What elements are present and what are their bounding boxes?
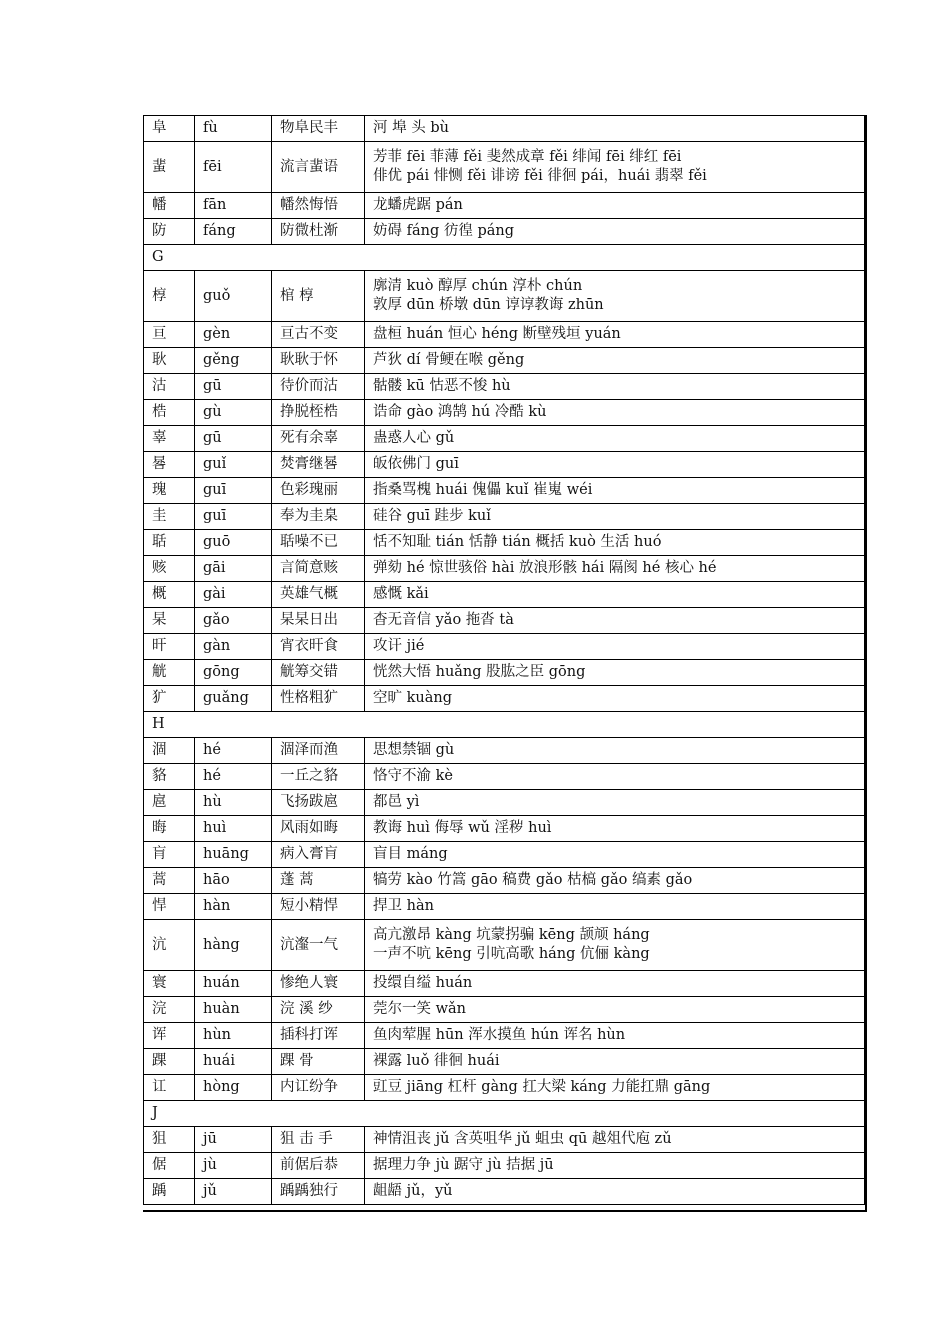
pinyin-cell: hàn (195, 894, 272, 920)
related-words-cell (365, 997, 865, 1023)
related-words-cell (365, 374, 865, 400)
table-row (144, 219, 865, 245)
pinyin-cell: gù (195, 400, 272, 426)
related-words-line: 空旷 kuàng (373, 690, 452, 706)
related-words-line: 思想禁锢 gù (373, 742, 455, 758)
related-words-line: 捍卫 hàn (373, 898, 434, 914)
word-cell: 前倨后恭 (272, 1153, 365, 1179)
related-words-cell (365, 478, 865, 504)
character-cell: 寰 (144, 971, 195, 997)
related-words-cell (365, 348, 865, 374)
word-cell: 觥筹交错 (272, 660, 365, 686)
related-words-cell (365, 452, 865, 478)
character-cell: 涸 (144, 738, 195, 764)
pinyin-cell: guǐ (195, 452, 272, 478)
word-cell: 聒噪不已 (272, 530, 365, 556)
related-words-line: 攻讦 jié (373, 638, 425, 654)
pinyin-cell: huàn (195, 997, 272, 1023)
table-row (144, 271, 865, 322)
pinyin-cell: fáng (195, 219, 272, 245)
pinyin-cell: jū (195, 1127, 272, 1153)
character-cell: 扈 (144, 790, 195, 816)
related-words-cell (365, 582, 865, 608)
related-words-cell (365, 1075, 865, 1101)
word-cell: 内讧纷争 (272, 1075, 365, 1101)
related-words-line: 指桑骂槐 huái 傀儡 kuǐ 崔嵬 wéi (373, 482, 593, 498)
word-cell: 踝 骨 (272, 1049, 365, 1075)
related-words-cell (365, 868, 865, 894)
pinyin-cell: guī (195, 504, 272, 530)
table-row (144, 894, 865, 920)
pinyin-cell: gāi (195, 556, 272, 582)
word-cell: 焚膏继晷 (272, 452, 365, 478)
character-cell: 耿 (144, 348, 195, 374)
related-words-cell (365, 894, 865, 920)
word-cell: 踽踽独行 (272, 1179, 365, 1205)
section-letter: H (144, 712, 865, 738)
table-row (144, 816, 865, 842)
related-words-cell (365, 1049, 865, 1075)
character-cell: 犷 (144, 686, 195, 712)
related-words-line: 皈依佛门 guī (373, 456, 459, 472)
related-words-cell (365, 920, 865, 971)
word-cell: 狙 击 手 (272, 1127, 365, 1153)
related-words-cell (365, 738, 865, 764)
table-row (144, 193, 865, 219)
table-row (144, 1075, 865, 1101)
related-words-cell (365, 556, 865, 582)
table-row (144, 348, 865, 374)
section-letter: G (144, 245, 865, 271)
related-words-line: 龃龉 jǔ，yǔ (373, 1183, 453, 1199)
related-words-line: 河 埠 头 bù (373, 120, 449, 136)
word-cell: 死有余辜 (272, 426, 365, 452)
related-words-line: 杳无音信 yǎo 拖沓 tà (373, 612, 514, 628)
related-words-line: 妨碍 fáng 彷徨 páng (373, 223, 515, 239)
character-cell: 防 (144, 219, 195, 245)
related-words-line: 恪守不渝 kè (373, 768, 453, 784)
table-shadow-right (865, 115, 867, 1211)
related-words-cell (365, 1023, 865, 1049)
pinyin-cell: jù (195, 1153, 272, 1179)
pinyin-cell: hé (195, 764, 272, 790)
word-cell: 待价而沽 (272, 374, 365, 400)
table-row (144, 478, 865, 504)
related-words-line: 骷髅 kū 怙恶不悛 hù (373, 378, 511, 394)
pinyin-cell: gū (195, 374, 272, 400)
table-row (144, 530, 865, 556)
related-words-cell (365, 530, 865, 556)
word-cell: 短小精悍 (272, 894, 365, 920)
related-words-cell (365, 400, 865, 426)
character-cell: 亘 (144, 322, 195, 348)
word-cell: 挣脱桎梏 (272, 400, 365, 426)
table-row (144, 686, 865, 712)
related-words-line: 盲目 máng (373, 846, 448, 862)
pinyin-cell: gū (195, 426, 272, 452)
word-cell: 色彩瑰丽 (272, 478, 365, 504)
word-cell: 防微杜渐 (272, 219, 365, 245)
word-cell: 蓬 蒿 (272, 868, 365, 894)
pinyin-cell: hāo (195, 868, 272, 894)
table-row (144, 842, 865, 868)
related-words-line: 硅谷 guī 跬步 kuǐ (373, 508, 491, 524)
related-words-line: 神情沮丧 jǔ 含英咀华 jǔ 蛆虫 qū 越俎代庖 zǔ (373, 1131, 672, 1147)
related-words-cell (365, 1153, 865, 1179)
character-cell: 悍 (144, 894, 195, 920)
table-row (144, 426, 865, 452)
table-body (144, 116, 865, 1205)
character-cell: 旰 (144, 634, 195, 660)
related-words-cell (365, 1179, 865, 1205)
table-row (144, 322, 865, 348)
related-words-line: 鱼肉荤腥 hūn 浑水摸鱼 hún 诨名 hùn (373, 1027, 626, 1043)
related-words-line: 蛊惑人心 gǔ (373, 430, 455, 446)
character-cell: 概 (144, 582, 195, 608)
pinyin-cell: gōng (195, 660, 272, 686)
pinyin-cell: gàn (195, 634, 272, 660)
table-row (144, 556, 865, 582)
word-cell: 杲杲日出 (272, 608, 365, 634)
character-cell: 踝 (144, 1049, 195, 1075)
related-words-cell (365, 426, 865, 452)
pinyin-cell: gǎo (195, 608, 272, 634)
pinyin-cell: fān (195, 193, 272, 219)
table-row (144, 582, 865, 608)
character-cell: 椁 (144, 271, 195, 322)
character-cell: 蒿 (144, 868, 195, 894)
word-cell: 耿耿于怀 (272, 348, 365, 374)
character-cell: 觥 (144, 660, 195, 686)
table-row (144, 920, 865, 971)
word-cell: 流言蜚语 (272, 142, 365, 193)
table-row (144, 764, 865, 790)
word-cell: 幡然悔悟 (272, 193, 365, 219)
related-words-line: 诰命 gào 鸿鹄 hú 冷酷 kù (373, 404, 547, 420)
section-row (144, 1101, 865, 1127)
related-words-line: 投缳自缢 huán (373, 975, 473, 991)
pinyin-cell: hòng (195, 1075, 272, 1101)
related-words-line: 龙蟠虎踞 pán (373, 197, 463, 213)
word-cell: 插科打诨 (272, 1023, 365, 1049)
table-row (144, 660, 865, 686)
table-row (144, 971, 865, 997)
related-words-line: 一声不吭 kēng 引吭高歌 háng 伉俪 kàng (373, 946, 650, 962)
related-words-line: 豇豆 jiāng 杠杆 gàng 扛大梁 káng 力能扛鼎 gāng (373, 1079, 711, 1095)
related-words-cell (365, 193, 865, 219)
character-cell: 狙 (144, 1127, 195, 1153)
table-row (144, 1127, 865, 1153)
related-words-cell (365, 764, 865, 790)
related-words-line: 犒劳 kào 竹篙 gāo 稿费 gǎo 枯槁 gǎo 缟素 gǎo (373, 872, 693, 888)
related-words-line: 芦狄 dí 骨鲠在喉 gěng (373, 352, 525, 368)
related-words-line: 盘桓 huán 恒心 héng 断壁残垣 yuán (373, 326, 621, 342)
character-cell: 貉 (144, 764, 195, 790)
pinyin-cell: fù (195, 116, 272, 142)
related-words-cell (365, 142, 865, 193)
related-words-line: 敦厚 dūn 桥墩 dūn 谆谆教诲 zhūn (373, 297, 604, 313)
related-words-cell (365, 116, 865, 142)
related-words-cell (365, 322, 865, 348)
character-cell: 赅 (144, 556, 195, 582)
pinyin-cell: guī (195, 478, 272, 504)
table-row (144, 142, 865, 193)
pinyin-cell: huāng (195, 842, 272, 868)
word-cell: 风雨如晦 (272, 816, 365, 842)
table-row (144, 1179, 865, 1205)
word-cell: 惨绝人寰 (272, 971, 365, 997)
related-words-line: 裸露 luǒ 徘徊 huái (373, 1053, 500, 1069)
pinyin-cell: hé (195, 738, 272, 764)
table-row (144, 1153, 865, 1179)
table-row (144, 504, 865, 530)
character-cell: 沆 (144, 920, 195, 971)
table-row (144, 634, 865, 660)
character-cell: 圭 (144, 504, 195, 530)
word-cell: 涸泽而渔 (272, 738, 365, 764)
pinyin-cell: hù (195, 790, 272, 816)
related-words-line: 恬不知耻 tián 恬静 tián 概括 kuò 生活 huó (373, 534, 662, 550)
pinyin-cell: gài (195, 582, 272, 608)
table-row (144, 1049, 865, 1075)
related-words-cell (365, 608, 865, 634)
word-cell: 一丘之貉 (272, 764, 365, 790)
related-words-line: 俳优 pái 悱恻 fěi 诽谤 fěi 徘徊 pái，huái 翡翠 fěi (373, 168, 707, 184)
word-cell: 言简意赅 (272, 556, 365, 582)
pinyin-cell: huì (195, 816, 272, 842)
related-words-line: 芳菲 fēi 菲薄 fěi 斐然成章 fěi 绯闻 fēi 绯红 fēi (373, 149, 682, 165)
related-words-cell (365, 1127, 865, 1153)
related-words-line: 恍然大悟 huǎng 股肱之臣 gōng (373, 664, 586, 680)
word-cell: 奉为圭臬 (272, 504, 365, 530)
table-row (144, 400, 865, 426)
character-cell: 阜 (144, 116, 195, 142)
character-cell: 肓 (144, 842, 195, 868)
word-cell: 亘古不变 (272, 322, 365, 348)
related-words-cell (365, 790, 865, 816)
character-cell: 浣 (144, 997, 195, 1023)
character-cell: 辜 (144, 426, 195, 452)
table-row (144, 790, 865, 816)
character-cell: 梏 (144, 400, 195, 426)
pinyin-cell: gěng (195, 348, 272, 374)
word-cell: 性格粗犷 (272, 686, 365, 712)
pinyin-cell: hùn (195, 1023, 272, 1049)
word-cell: 沆瀣一气 (272, 920, 365, 971)
word-cell: 飞扬跋扈 (272, 790, 365, 816)
pinyin-cell: gèn (195, 322, 272, 348)
related-words-line: 高亢激昂 kàng 坑蒙拐骗 kēng 颉颃 háng (373, 927, 650, 943)
related-words-line: 莞尔一笑 wǎn (373, 1001, 467, 1017)
related-words-line: 教诲 huì 侮辱 wǔ 淫秽 huì (373, 820, 552, 836)
word-cell: 物阜民丰 (272, 116, 365, 142)
character-cell: 蜚 (144, 142, 195, 193)
table-row (144, 997, 865, 1023)
table-row (144, 116, 865, 142)
character-cell: 聒 (144, 530, 195, 556)
related-words-line: 据理力争 jù 踞守 jù 拮据 jū (373, 1157, 554, 1173)
section-row (144, 712, 865, 738)
related-words-line: 廓清 kuò 醇厚 chún 淳朴 chún (373, 278, 583, 294)
related-words-cell (365, 816, 865, 842)
related-words-cell (365, 634, 865, 660)
pinyin-cell: fēi (195, 142, 272, 193)
word-cell: 棺 椁 (272, 271, 365, 322)
section-row (144, 245, 865, 271)
related-words-cell (365, 504, 865, 530)
related-words-cell (365, 660, 865, 686)
table-shadow-bottom (143, 1210, 867, 1212)
character-cell: 瑰 (144, 478, 195, 504)
character-cell: 倨 (144, 1153, 195, 1179)
word-cell: 浣 溪 纱 (272, 997, 365, 1023)
character-cell: 杲 (144, 608, 195, 634)
table-row (144, 374, 865, 400)
section-letter: J (144, 1101, 865, 1127)
word-cell: 英雄气概 (272, 582, 365, 608)
related-words-line: 感慨 kǎi (373, 586, 429, 602)
word-cell: 病入膏肓 (272, 842, 365, 868)
table-row (144, 738, 865, 764)
pinyin-cell: huái (195, 1049, 272, 1075)
related-words-cell (365, 271, 865, 322)
character-cell: 晷 (144, 452, 195, 478)
table-row (144, 608, 865, 634)
pinyin-cell: jǔ (195, 1179, 272, 1205)
table-row (144, 868, 865, 894)
pinyin-cell: guǒ (195, 271, 272, 322)
related-words-line: 弹劾 hé 惊世骇俗 hài 放浪形骸 hái 隔阂 hé 核心 hé (373, 560, 717, 576)
related-words-cell (365, 219, 865, 245)
related-words-line: 都邑 yì (373, 794, 420, 810)
pinyin-cell: guō (195, 530, 272, 556)
word-cell: 宵衣旰食 (272, 634, 365, 660)
character-cell: 沽 (144, 374, 195, 400)
character-cell: 晦 (144, 816, 195, 842)
related-words-cell (365, 971, 865, 997)
character-cell: 踽 (144, 1179, 195, 1205)
character-cell: 讧 (144, 1075, 195, 1101)
related-words-cell (365, 686, 865, 712)
pinyin-cell: huán (195, 971, 272, 997)
character-cell: 诨 (144, 1023, 195, 1049)
character-cell: 幡 (144, 193, 195, 219)
table-row (144, 1023, 865, 1049)
table-row (144, 452, 865, 478)
pinyin-cell: hàng (195, 920, 272, 971)
related-words-cell (365, 842, 865, 868)
pronunciation-table (143, 115, 865, 1205)
pinyin-cell: guǎng (195, 686, 272, 712)
